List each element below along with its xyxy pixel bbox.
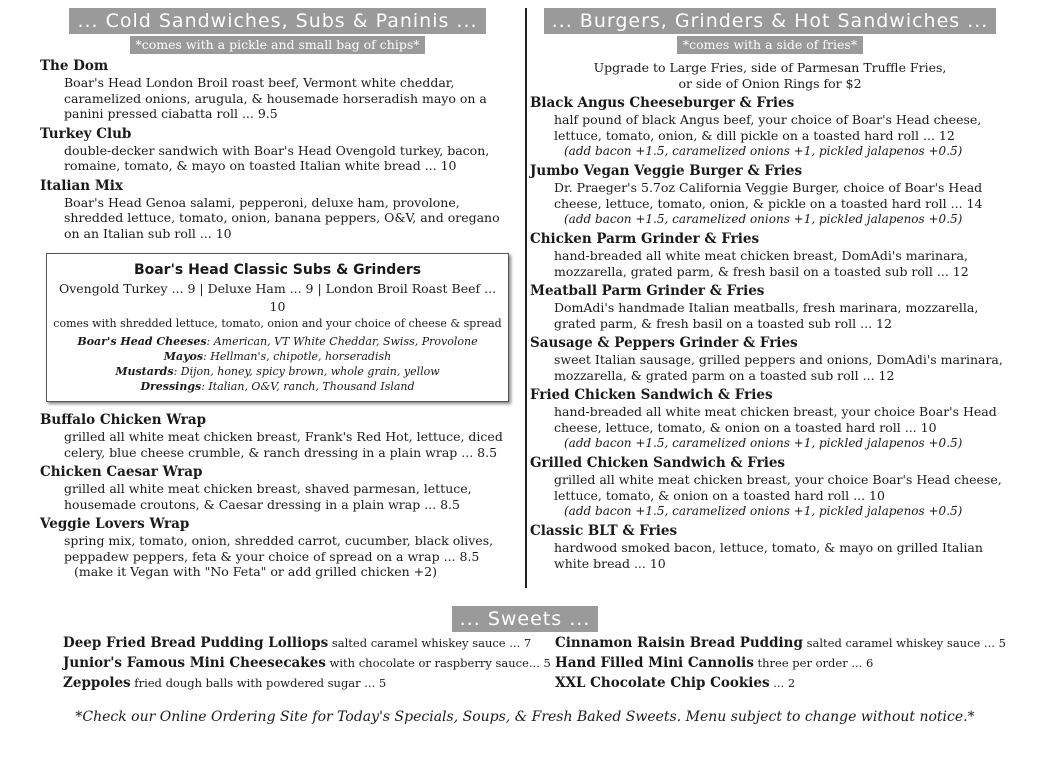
cheeses-list: : American, VT White Cheddar, Swiss, Provolone <box>206 335 478 348</box>
item-desc: half pound of black Angus beef, your choice of Boar's Head cheese, lettuce, tomato, onion, & dill pickle on a toasted hard roll ... 12 <box>554 112 982 143</box>
classic-subs-box <box>46 253 509 402</box>
item-desc: Dr. Praeger's 5.7oz California Veggie Burger, choice of Boar's Head cheese, lettuce, tomato, onion, & pickle on a toasted hard roll ... 14 <box>554 180 983 211</box>
item-desc: DomAdi's handmade Italian meatballs, fresh marinara, mozzarella, grated parm, & fresh basil on a toasted sub roll ... 12 <box>554 300 979 331</box>
dressings-list: : Italian, O&V, ranch, Thousand Island <box>201 380 415 393</box>
dressings-line <box>53 379 502 394</box>
item-name: Jumbo Vegan Veggie Burger & Fries <box>530 163 803 179</box>
item-desc: hand-breaded all white meat chicken breast, DomAdi's marinara, mozzarella, grated parm, & fresh basil on a toasted sub roll ... 12 <box>554 248 969 279</box>
menu-item <box>40 126 515 174</box>
item-name: The Dom <box>40 58 109 74</box>
item-desc: grilled all white meat chicken breast, shaved parmesan, lettuce, housemade croutons, & Caesar dressing in a plain wrap ... 8.5 <box>64 481 472 512</box>
item-name: Buffalo Chicken Wrap <box>40 412 207 428</box>
item-name: Italian Mix <box>40 177 123 194</box>
hot-sandwiches-section <box>530 8 1010 571</box>
classic-prices: Ovengold Turkey ... 9 | Deluxe Ham ... 9 | London Broil Roast Beef ... 10 <box>58 281 497 314</box>
item-addon: (add bacon +1.5, caramelized onions +1, pickled jalapenos +0.5) <box>564 436 963 450</box>
sweet-item <box>63 654 551 672</box>
sweet-desc: ... 2 <box>769 676 796 690</box>
classic-title: Boar's Head Classic Subs & Grinders <box>133 262 422 278</box>
sweet-name: Junior's Famous Mini Cheesecakes <box>63 655 326 671</box>
section-subtitle: *comes with a side of fries* <box>677 36 863 54</box>
menu-item <box>530 387 1010 451</box>
sweets-header <box>0 606 1050 632</box>
item-desc: hardwood smoked bacon, lettuce, tomato, & mayo on grilled Italian white bread ... 10 <box>554 540 983 571</box>
mustards-line <box>53 364 502 379</box>
item-name: Turkey Club <box>40 125 132 142</box>
menu-item <box>40 464 515 512</box>
column-divider <box>525 8 527 588</box>
cheeses-line <box>53 334 502 349</box>
menu-item <box>530 283 1010 331</box>
item-addon: (add bacon +1.5, caramelized onions +1, pickled jalapenos +0.5) <box>564 144 963 158</box>
item-name: Fried Chicken Sandwich & Fries <box>530 387 773 403</box>
menu-item <box>40 412 515 460</box>
sweet-desc: with chocolate or raspberry sauce... 5 <box>325 656 551 670</box>
mayos-list: : Hellman's, chipotle, horseradish <box>203 350 392 363</box>
sweet-desc: fried dough balls with powdered sugar ... 5 <box>130 676 387 690</box>
sweet-name: XXL Chocolate Chip Cookies <box>555 675 770 691</box>
menu-item <box>530 455 1010 519</box>
sweet-name: Zeppoles <box>63 675 131 691</box>
sweet-item <box>63 674 386 692</box>
menu-item <box>530 95 1010 159</box>
item-name: Chicken Parm Grinder & Fries <box>530 231 760 247</box>
sweet-item <box>555 654 873 672</box>
menu-item <box>40 178 515 242</box>
item-desc: grilled all white meat chicken breast, Frank's Red Hot, lettuce, diced celery, blue cheese crumble, & ranch dressing in a plain wrap ... 8.5 <box>64 429 503 460</box>
sweet-desc: salted caramel whiskey sauce ... 5 <box>802 636 1006 650</box>
sweet-name: Hand Filled Mini Cannolis <box>555 655 754 671</box>
upgrade-line-2: or side of Onion Rings for $2 <box>678 75 862 91</box>
classic-note: comes with shredded lettuce, tomato, onion and your choice of cheese & spread <box>53 317 502 330</box>
cold-sandwiches-section <box>40 8 515 580</box>
item-name: Veggie Lovers Wrap <box>40 516 190 532</box>
hot-header <box>530 8 1010 54</box>
footer-note: *Check our Online Ordering Site for Today's Specials, Soups, & Fresh Baked Sweets. Menu subject to change without notice.* <box>75 709 975 725</box>
item-name: Classic BLT & Fries <box>530 523 678 539</box>
item-desc: hand-breaded all white meat chicken breast, your choice Boar's Head cheese, lettuce, tomato, & onion on a toasted hard roll ... 10 <box>554 404 997 435</box>
sweet-item <box>63 634 531 652</box>
mustards-list: : Dijon, honey, spicy brown, whole grain, yellow <box>173 365 440 378</box>
item-name: Meatball Parm Grinder & Fries <box>530 283 765 299</box>
item-desc: double-decker sandwich with Boar's Head Ovengold turkey, bacon, romaine, tomato, & mayo on toasted Italian white bread ... 10 <box>64 142 490 173</box>
sweet-item <box>555 674 795 692</box>
section-title: ... Sweets ... <box>452 606 599 632</box>
sweet-item <box>555 634 1006 652</box>
item-desc: Boar's Head Genoa salami, pepperoni, deluxe ham, provolone, shredded lettuce, tomato, onion, banana peppers, O&V, and oregano on an Italian sub roll ... 10 <box>64 194 500 241</box>
cold-header <box>40 8 515 54</box>
item-name: Chicken Caesar Wrap <box>40 464 203 480</box>
item-name: Grilled Chicken Sandwich & Fries <box>530 455 786 471</box>
item-note: (make it Vegan with "No Feta" or add grilled chicken +2) <box>74 564 437 579</box>
item-desc: sweet Italian sausage, grilled peppers and onions, DomAdi's marinara, mozzarella, & grated parm on a toasted sub roll ... 12 <box>554 352 1003 383</box>
sweet-desc: three per order ... 6 <box>753 656 874 670</box>
section-title: ... Burgers, Grinders & Hot Sandwiches ... <box>544 8 997 34</box>
mayos-line <box>53 349 502 364</box>
menu-item <box>530 523 1010 571</box>
item-desc: spring mix, tomato, onion, shredded carrot, cucumber, black olives, peppadew peppers, feta & your choice of spread on a wrap ... 8.5 <box>64 533 494 564</box>
item-desc: grilled all white meat chicken breast, your choice Boar's Head cheese, lettuce, tomato, & onion on a toasted hard roll ... 10 <box>554 472 1002 503</box>
item-desc: Boar's Head London Broil roast beef, Vermont white cheddar, caramelized onions, arugula, & housemade horseradish mayo on a panini pressed ciabatta roll ... 9.5 <box>64 75 487 121</box>
item-addon: (add bacon +1.5, caramelized onions +1, pickled jalapenos +0.5) <box>564 504 963 518</box>
cheeses-label: Boar's Head Cheeses <box>77 335 207 348</box>
menu-item <box>40 516 515 580</box>
item-name: Black Angus Cheeseburger & Fries <box>530 95 795 111</box>
sweet-name: Cinnamon Raisin Bread Pudding <box>555 635 803 651</box>
dressings-label: Dressings <box>140 380 202 393</box>
section-title: ... Cold Sandwiches, Subs & Paninis ... <box>69 8 485 34</box>
mayos-label: Mayos <box>163 350 204 363</box>
upgrade-note <box>530 60 1010 91</box>
menu-item <box>530 163 1010 227</box>
sweet-name: Deep Fried Bread Pudding Lolliops <box>63 635 329 651</box>
item-name: Sausage & Peppers Grinder & Fries <box>530 335 798 351</box>
section-subtitle: *comes with a pickle and small bag of chips* <box>130 36 426 54</box>
menu-item <box>530 335 1010 383</box>
mustards-label: Mustards <box>115 365 174 378</box>
menu-item <box>530 231 1010 279</box>
menu-item <box>40 58 515 122</box>
item-addon: (add bacon +1.5, caramelized onions +1, pickled jalapenos +0.5) <box>564 212 963 226</box>
upgrade-line-1: Upgrade to Large Fries, side of Parmesan Truffle Fries, <box>593 60 947 75</box>
sweet-desc: salted caramel whiskey sauce ... 7 <box>328 636 532 650</box>
